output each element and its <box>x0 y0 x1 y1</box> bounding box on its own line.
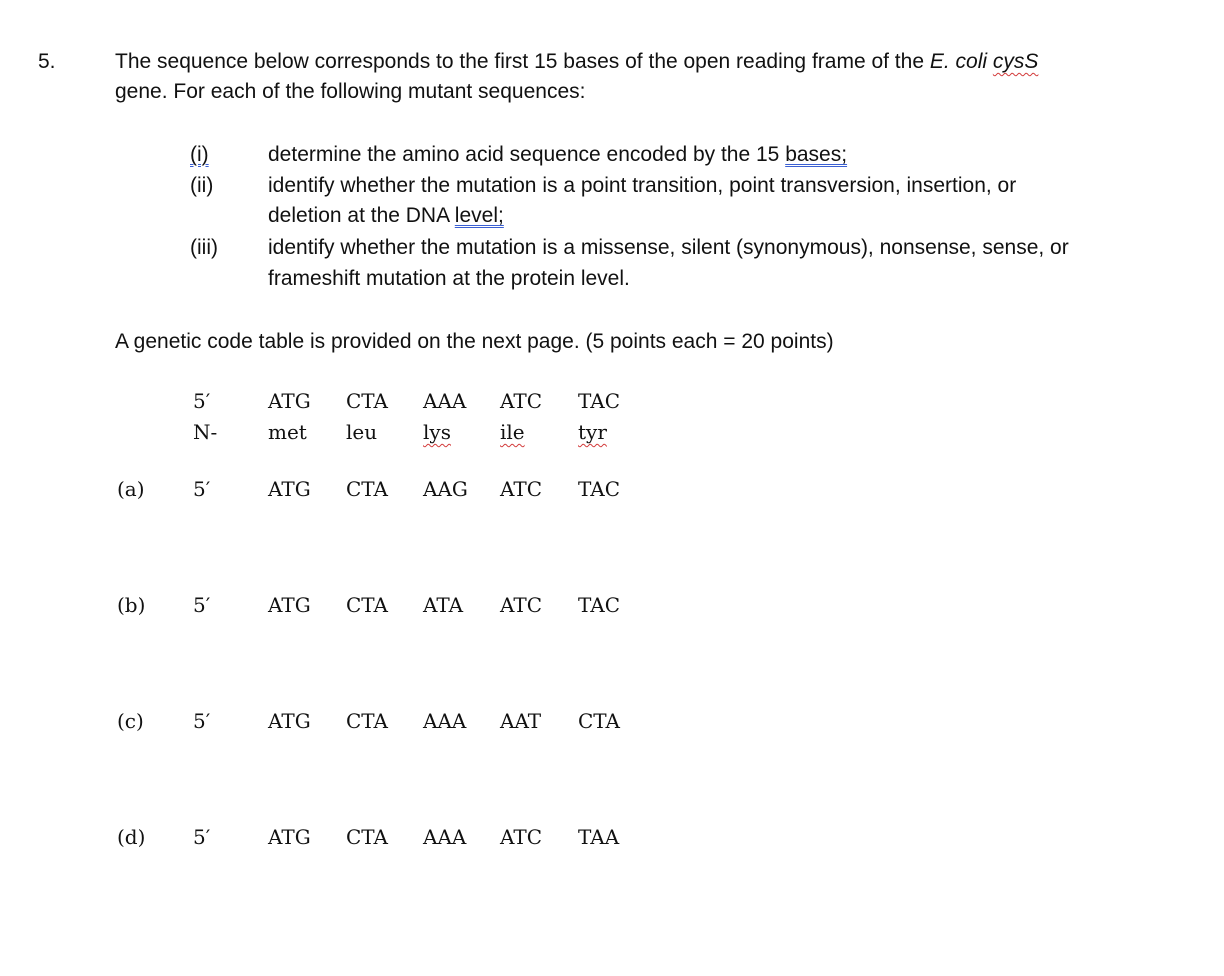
mutant-d-codon-3: AAA <box>423 825 467 849</box>
mutant-a-codon-4: ATC <box>500 477 542 501</box>
genetic-code-note: A genetic code table is provided on the next page. (5 points each = 20 points) <box>115 330 834 353</box>
mutant-d-codon-5: TAA <box>578 825 620 849</box>
mutant-a-prime: 5′ <box>193 477 211 501</box>
mutant-b-codon-1: ATG <box>268 593 311 617</box>
task-iii-label: (iii) <box>190 236 218 259</box>
mutant-c-codon-4: AAT <box>500 709 542 733</box>
mutant-c-codon-2: CTA <box>346 709 388 733</box>
reference-residue-3: lys <box>423 420 451 444</box>
task-i-label: (i) <box>190 143 209 166</box>
task-ii-marked-word: level; <box>454 204 504 227</box>
task-iii-text-line-1: identify whether the mutation is a missense, silent (synonymous), nonsense, sense, or <box>268 236 1069 259</box>
mutant-b-codon-3: ATA <box>423 593 464 617</box>
mutant-b-codon-5: TAC <box>578 593 620 617</box>
mutant-d-codon-4: ATC <box>500 825 542 849</box>
mutant-c-codon-1: ATG <box>268 709 311 733</box>
mutant-a-codon-5: TAC <box>578 477 620 501</box>
reference-residue-1: met <box>268 420 307 444</box>
mutant-b-label: (b) <box>117 593 146 617</box>
task-ii-text-line-2: deletion at the DNA level; <box>268 204 504 227</box>
reference-protein-terminus: N- <box>193 420 218 444</box>
mutant-c-prime: 5′ <box>193 709 211 733</box>
reference-codon-5: TAC <box>578 389 620 413</box>
mutant-a-codon-2: CTA <box>346 477 388 501</box>
intro-line-2: gene. For each of the following mutant sequences: <box>115 80 586 103</box>
mutant-d-label: (d) <box>117 825 146 849</box>
mutant-a-label: (a) <box>117 477 145 501</box>
reference-residue-4: ile <box>500 420 525 444</box>
task-i-marked-word: bases; <box>785 143 848 166</box>
task-iii-text-line-2: frameshift mutation at the protein level. <box>268 267 630 290</box>
mutant-b-prime: 5′ <box>193 593 211 617</box>
reference-codon-4: ATC <box>500 389 542 413</box>
reference-residue-2: leu <box>346 420 378 444</box>
task-i-text: determine the amino acid sequence encoded by the 15 bases; <box>268 143 848 166</box>
reference-codon-1: ATG <box>268 389 311 413</box>
task-ii-text-line-1: identify whether the mutation is a point transition, point transversion, insertion, or <box>268 174 1017 197</box>
mutant-d-codon-2: CTA <box>346 825 388 849</box>
gene-name: cysS <box>992 50 1039 73</box>
mutant-b-codon-4: ATC <box>500 593 542 617</box>
mutant-a-codon-3: AAG <box>423 477 468 501</box>
species-name: E. coli <box>929 50 988 73</box>
reference-codon-2: CTA <box>346 389 388 413</box>
mutant-c-label: (c) <box>117 709 144 733</box>
mutant-c-codon-3: AAA <box>423 709 467 733</box>
mutant-a-codon-1: ATG <box>268 477 311 501</box>
intro-line-1-text: The sequence below corresponds to the first 15 bases of the open reading frame of the <box>115 50 930 73</box>
mutant-d-prime: 5′ <box>193 825 211 849</box>
reference-residue-5: tyr <box>578 420 607 444</box>
intro-line-1 <box>115 47 1038 77</box>
task-ii-label: (ii) <box>190 174 214 197</box>
mutant-d-codon-1: ATG <box>268 825 311 849</box>
mutant-b-codon-2: CTA <box>346 593 388 617</box>
mutant-c-codon-5: CTA <box>578 709 620 733</box>
reference-dna-prime: 5′ <box>193 389 211 413</box>
question-number: 5. <box>38 50 56 73</box>
reference-codon-3: AAA <box>423 389 467 413</box>
